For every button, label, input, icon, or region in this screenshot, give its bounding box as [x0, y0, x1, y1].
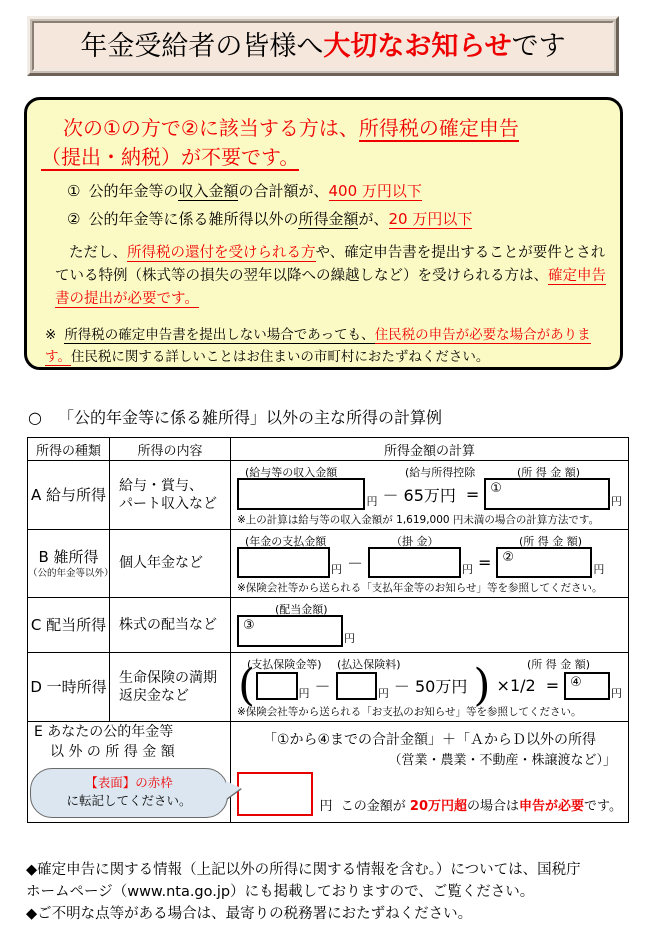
section-heading-text: 「公的年金等に係る雑所得」以外の主な所得の計算例 — [58, 408, 442, 427]
row-b-footnote: ※保険会社等から送られる「支払年金等のお知らせ」等を参照してください。 — [237, 580, 622, 595]
row-b-yen-3: 円 — [593, 561, 604, 578]
row-e-total-area — [237, 772, 622, 818]
row-a-label-3: (所 得 金 額) — [517, 464, 580, 480]
title-part-after: です — [512, 31, 566, 62]
row-d-kind-cell — [28, 653, 110, 722]
row-c-labels — [237, 601, 622, 615]
balloon-red-frame-label: の赤枠 — [135, 775, 173, 790]
row-d-content-cell — [110, 653, 231, 722]
section-heading — [28, 405, 442, 428]
row-b-kind-sublabel: （公的年金等以外） — [28, 568, 109, 579]
row-c-kind-cell — [28, 598, 110, 653]
notice-lead-a: 次の①の方で②に該当する方は、 — [63, 116, 359, 140]
notice-lead-b: 所得税の確定申告 — [359, 116, 519, 142]
row-d-footnote: ※保険会社等から送られる「お支払のお知らせ」等を参照してください。 — [237, 704, 622, 719]
row-a-labels — [237, 464, 622, 478]
row-e-kind-label — [28, 722, 230, 763]
notice-item-2 — [41, 211, 606, 228]
balloon-tail-icon — [226, 781, 241, 799]
notice-item-1 — [41, 183, 606, 200]
item-1-circle: ① — [67, 182, 80, 200]
row-c-result-number: ③ — [239, 617, 341, 633]
para-c: や、確定申告書を提出することが要件とされている特例（株式等の損失の翌年以降への繰越しなど）を受けられる方は、 — [55, 245, 605, 284]
row-c-label-1: (配当金額) — [275, 601, 328, 617]
balloon-front-page-label: 【表面】 — [85, 775, 135, 790]
table-header-row — [28, 438, 629, 461]
item-2-circle: ② — [67, 210, 80, 228]
table-row — [28, 721, 629, 822]
row-b-yen-1: 円 — [331, 561, 342, 578]
row-d-label-1: (支払保険金等) — [247, 656, 322, 672]
row-a-label-2: (給与所得控除 — [405, 464, 475, 480]
footer-line-2: ホームページ（www.nta.go.jp）にも掲載しておりますので、ご覧ください。 — [26, 882, 626, 904]
row-b-result-number: ② — [498, 549, 590, 565]
title-part-before: 年金受給者の皆様へ — [80, 31, 323, 62]
header-income-calculation: 所得金額の計算 — [231, 438, 629, 461]
item-1-pre: 公的年金等の — [88, 182, 178, 200]
row-e-note-b: の場合は — [467, 799, 519, 814]
row-d-operator-half: ×1/2 — [497, 676, 536, 695]
row-e-calc-cell — [231, 721, 629, 822]
notice-exception-paragraph — [41, 242, 606, 312]
row-e-yen: 円 — [319, 799, 332, 814]
balloon-line-2: に転記してください。 — [35, 792, 223, 810]
row-d-formula — [237, 670, 622, 702]
row-e-note-c: です。 — [584, 799, 622, 814]
row-d-operator-deduction: － 50万円 — [394, 674, 467, 697]
notice-lead — [41, 114, 606, 172]
row-e-total-input[interactable] — [237, 772, 313, 816]
row-c-yen-1: 円 — [344, 630, 355, 647]
note-a: 所得税の確定申告書を提出しない場合であっても、 — [64, 327, 374, 344]
table-row — [28, 598, 629, 653]
notice-box — [24, 97, 623, 370]
asterisk-icon: ※ — [45, 327, 56, 343]
row-d-content-label: 生命保険の満期 返戻金など — [110, 669, 230, 705]
row-d-yen-1: 円 — [299, 685, 310, 702]
row-b-yen-2: 円 — [462, 561, 473, 578]
transfer-callout-balloon — [30, 768, 228, 817]
row-d-input-premium-paid[interactable] — [336, 672, 377, 700]
close-paren: ) — [473, 670, 490, 702]
row-d-result-number: ④ — [566, 674, 608, 690]
row-b-labels — [237, 533, 622, 547]
row-b-content-label: 個人年金など — [110, 554, 230, 572]
row-a-footnote: ※上の計算は給与等の収入金額が 1,619,000 円未満の場合の計算方法です。 — [237, 512, 622, 527]
notice-lead-c: （提出・納税）が不要です。 — [41, 145, 299, 171]
note-b-highlight: 住民税の申告が必要な場合があります。 — [45, 327, 591, 366]
row-b-input-premium[interactable] — [368, 547, 461, 578]
row-c-calc-cell — [231, 598, 629, 653]
item-2-underline: 所得金額 — [298, 210, 358, 229]
row-b-label-1: (年金の支払金額 — [245, 533, 326, 549]
row-b-operator-minus: － — [347, 551, 363, 574]
row-b-input-payment[interactable] — [237, 547, 330, 578]
row-c-formula — [237, 615, 622, 647]
row-d-operator-equals: = — [546, 676, 559, 695]
circle-bullet-icon: ○ — [28, 408, 42, 427]
row-a-operator-deduction: － 65万円 — [382, 483, 455, 506]
title-part-highlight: 大切なお知らせ — [323, 31, 511, 62]
footer-line-3: ◆ご不明な点等がある場合は、最寄りの税務署におたずねください。 — [26, 904, 626, 925]
row-d-labels — [237, 656, 622, 670]
row-b-label-3: (所 得 金 額) — [519, 533, 582, 549]
row-a-operator-equals: = — [466, 485, 479, 504]
row-a-kind-cell — [28, 461, 110, 530]
para-d-highlight: 確定申告書の提出が必要です。 — [55, 268, 606, 308]
table-row — [28, 653, 629, 722]
row-b-content-cell — [110, 530, 231, 598]
row-e-note-a: この金額が — [341, 799, 410, 814]
row-e-kind-line2: 以 外 の 所 得 金 額 — [34, 744, 175, 760]
row-d-yen-2: 円 — [378, 685, 389, 702]
header-income-content: 所得の内容 — [110, 438, 231, 461]
row-a-input-income[interactable] — [237, 478, 365, 510]
row-a-content-label: 給与・賞与、 パート収入など — [110, 477, 230, 513]
income-calculation-table — [27, 437, 629, 823]
row-a-calc-cell — [231, 461, 629, 530]
row-b-label-2: （掛 金） — [391, 533, 439, 549]
row-e-requirement: 申告が必要 — [519, 799, 584, 814]
notice-asterisk-note — [41, 325, 606, 368]
balloon-line-1 — [35, 774, 223, 792]
row-c-content-label: 株式の配当など — [110, 616, 230, 634]
table-row — [28, 461, 629, 530]
row-d-label-2: (払込保険料) — [337, 656, 401, 672]
page-title — [80, 33, 565, 60]
header-income-type: 所得の種類 — [28, 438, 110, 461]
row-c-content-cell — [110, 598, 231, 653]
row-e-note — [319, 795, 622, 816]
row-a-formula — [237, 478, 622, 510]
item-2-pre: 公的年金等に係る雑所得以外の — [88, 210, 298, 228]
row-e-kind-cell — [28, 721, 231, 822]
row-a-result-box[interactable] — [484, 478, 610, 510]
row-a-content-cell — [110, 461, 231, 530]
footer-line-1: ◆確定申告に関する情報（上記以外の所得に関する情報を含む。）については、国税庁 — [26, 860, 626, 882]
row-b-result-box[interactable] — [496, 547, 592, 578]
item-1-mid: の合計額が、 — [238, 182, 328, 200]
row-a-label-1: (給与等の収入金額 — [245, 464, 337, 480]
row-b-formula — [237, 547, 622, 578]
row-c-kind-label: C 配当所得 — [28, 616, 109, 634]
row-e-threshold: 20万円超 — [410, 799, 467, 814]
para-b-highlight: 所得税の還付を受けられる方 — [127, 245, 316, 262]
row-a-yen-1: 円 — [366, 493, 377, 510]
row-a-result-number: ① — [486, 480, 608, 496]
row-d-kind-label: D 一時所得 — [28, 678, 109, 696]
title-banner — [27, 16, 619, 76]
row-b-kind-label: B 雑所得 — [28, 548, 109, 566]
item-2-amount: 20 万円以下 — [389, 210, 473, 229]
note-c: 住民税に関する詳しいことはお住まいの市町村におたずねください。 — [71, 349, 490, 365]
row-d-calc-cell — [231, 653, 629, 722]
row-b-operator-equals: = — [478, 553, 491, 572]
row-b-kind-cell — [28, 530, 110, 598]
row-d-yen-3: 円 — [611, 685, 622, 702]
row-e-formula-line2: （営業・農業・不動産・株譲渡など）」 — [237, 749, 622, 768]
footer-notes — [26, 860, 626, 925]
row-b-calc-cell — [231, 530, 629, 598]
row-e-formula-line1: 「①から④までの合計金額」＋「ＡからＤ以外の所得 — [237, 727, 622, 749]
row-e-kind-line1: E あなたの公的年金等 — [34, 724, 173, 740]
title-banner-inner — [32, 21, 614, 71]
table-row — [28, 530, 629, 598]
row-c-input-dividend[interactable] — [237, 615, 343, 647]
open-paren: ( — [238, 670, 255, 702]
para-a: ただし、 — [69, 245, 127, 261]
row-a-kind-label: A 給与所得 — [28, 486, 109, 504]
row-a-yen-2: 円 — [611, 493, 622, 510]
item-2-mid: が、 — [358, 210, 388, 228]
row-d-operator-minus: － — [315, 674, 331, 697]
row-d-label-3: (所 得 金 額) — [527, 656, 590, 672]
item-1-underline: 収入金額 — [178, 182, 238, 201]
row-d-result-box[interactable] — [564, 672, 610, 700]
row-d-input-insurance-paid[interactable] — [256, 672, 297, 700]
item-1-amount: 400 万円以下 — [329, 182, 422, 201]
